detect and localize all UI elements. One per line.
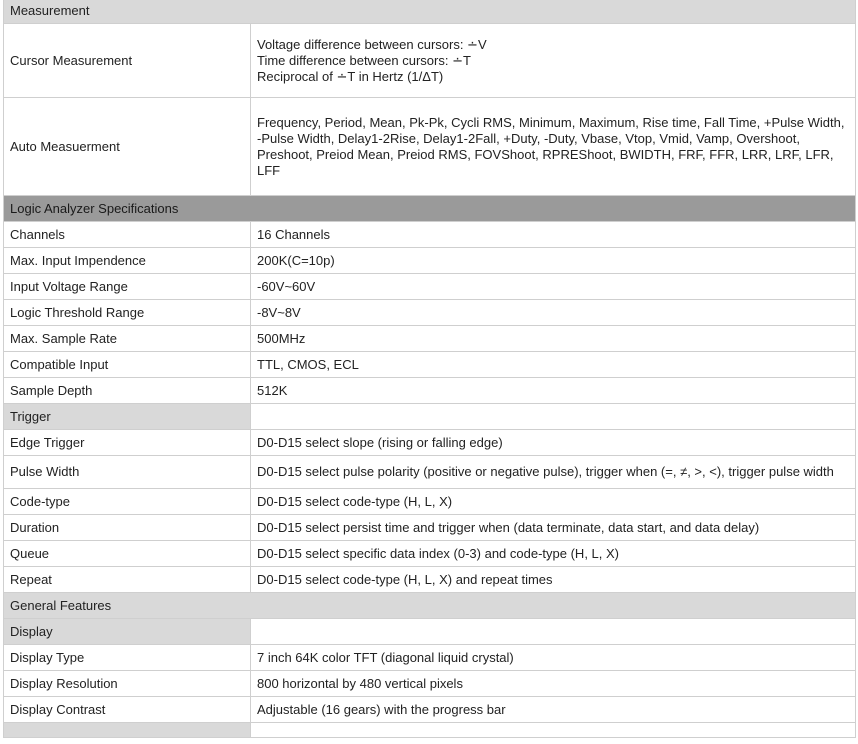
- table-row: [4, 326, 856, 352]
- row-value: D0-D15 select persist time and trigger when (data terminate, data start, and data delay): [251, 515, 856, 541]
- row-value: D0-D15 select code-type (H, L, X) and repeat times: [251, 567, 856, 593]
- row-value: 7 inch 64K color TFT (diagonal liquid crystal): [251, 645, 856, 671]
- section-measurement: [4, 0, 856, 24]
- section-header-logic-analyzer: Logic Analyzer Specifications: [4, 196, 856, 222]
- table-row: [4, 541, 856, 567]
- row-label: Display Contrast: [4, 697, 251, 723]
- subsection-trigger: [4, 404, 856, 430]
- table-row: [4, 274, 856, 300]
- row-label-cursor-measurement: Cursor Measurement: [4, 24, 251, 98]
- row-label: Queue: [4, 541, 251, 567]
- subsection-empty-cell: [251, 619, 856, 645]
- row-label: Pulse Width: [4, 456, 251, 489]
- row-value: 16 Channels: [251, 222, 856, 248]
- table-row: [4, 352, 856, 378]
- row-label: Edge Trigger: [4, 430, 251, 456]
- row-value: -8V~8V: [251, 300, 856, 326]
- row-label: Display Resolution: [4, 671, 251, 697]
- table-row: [4, 300, 856, 326]
- table-row: [4, 222, 856, 248]
- section-header-general-features: General Features: [4, 593, 856, 619]
- cursor-line-reciprocal: Reciprocal of ∸T in Hertz (1/ΔT): [257, 68, 444, 84]
- row-label: Repeat: [4, 567, 251, 593]
- cursor-line-voltage: Voltage difference between cursors: ∸V: [257, 36, 487, 52]
- table-row: [4, 515, 856, 541]
- table-row-partial: [4, 723, 856, 738]
- row-value: 800 horizontal by 480 vertical pixels: [251, 671, 856, 697]
- cursor-line-time: Time difference between cursors: ∸T: [257, 52, 471, 68]
- table-row: [4, 697, 856, 723]
- row-label-partial: [4, 723, 251, 738]
- section-header-measurement: Measurement: [4, 0, 856, 24]
- section-general-features: [4, 593, 856, 619]
- row-value-partial: [251, 723, 856, 738]
- row-label: Code-type: [4, 489, 251, 515]
- table-row: [4, 645, 856, 671]
- row-label: Duration: [4, 515, 251, 541]
- table-row: [4, 671, 856, 697]
- table-row: [4, 24, 856, 98]
- row-value: 500MHz: [251, 326, 856, 352]
- specifications-table: [3, 0, 856, 738]
- row-value: 200K(C=10p): [251, 248, 856, 274]
- row-value: 512K: [251, 378, 856, 404]
- subsection-header-trigger: Trigger: [4, 404, 251, 430]
- subsection-header-display: Display: [4, 619, 251, 645]
- row-label: Compatible Input: [4, 352, 251, 378]
- table-row: [4, 98, 856, 196]
- section-logic-analyzer: [4, 196, 856, 222]
- row-value: D0-D15 select specific data index (0-3) and code-type (H, L, X): [251, 541, 856, 567]
- row-value: Adjustable (16 gears) with the progress bar: [251, 697, 856, 723]
- row-value: -60V~60V: [251, 274, 856, 300]
- row-label: Max. Input Impendence: [4, 248, 251, 274]
- row-value: TTL, CMOS, ECL: [251, 352, 856, 378]
- row-label: Logic Threshold Range: [4, 300, 251, 326]
- table-row: [4, 456, 856, 489]
- row-label: Channels: [4, 222, 251, 248]
- row-value: D0-D15 select slope (rising or falling edge): [251, 430, 856, 456]
- table-row: [4, 567, 856, 593]
- row-label: Max. Sample Rate: [4, 326, 251, 352]
- row-value-auto-measurement: Frequency, Period, Mean, Pk-Pk, Cycli RMS, Minimum, Maximum, Rise time, Fall Time, +Pulse Width, -Pulse Width, Delay1-2Rise, Delay1-2Fall, +Duty, -Duty, Vbase, Vtop, Vmid, Vamp, Overshoot, Preshoot, Preiod Mean, Preiod RMS, FOVShoot, RPREShoot, BWIDTH, FRF, FFR, LRR, LRF, LFR, LFF: [251, 98, 856, 196]
- table-row: [4, 489, 856, 515]
- row-value: D0-D15 select code-type (H, L, X): [251, 489, 856, 515]
- table-row: [4, 378, 856, 404]
- subsection-display: [4, 619, 856, 645]
- row-label: Display Type: [4, 645, 251, 671]
- row-label: Input Voltage Range: [4, 274, 251, 300]
- subsection-empty-cell: [251, 404, 856, 430]
- table-row: [4, 430, 856, 456]
- row-value-cursor-measurement: [251, 24, 856, 98]
- table-row: [4, 248, 856, 274]
- row-value: D0-D15 select pulse polarity (positive or negative pulse), trigger when (=, ≠, >, <), trigger pulse width: [251, 456, 856, 489]
- row-label-auto-measurement: Auto Measuerment: [4, 98, 251, 196]
- row-label: Sample Depth: [4, 378, 251, 404]
